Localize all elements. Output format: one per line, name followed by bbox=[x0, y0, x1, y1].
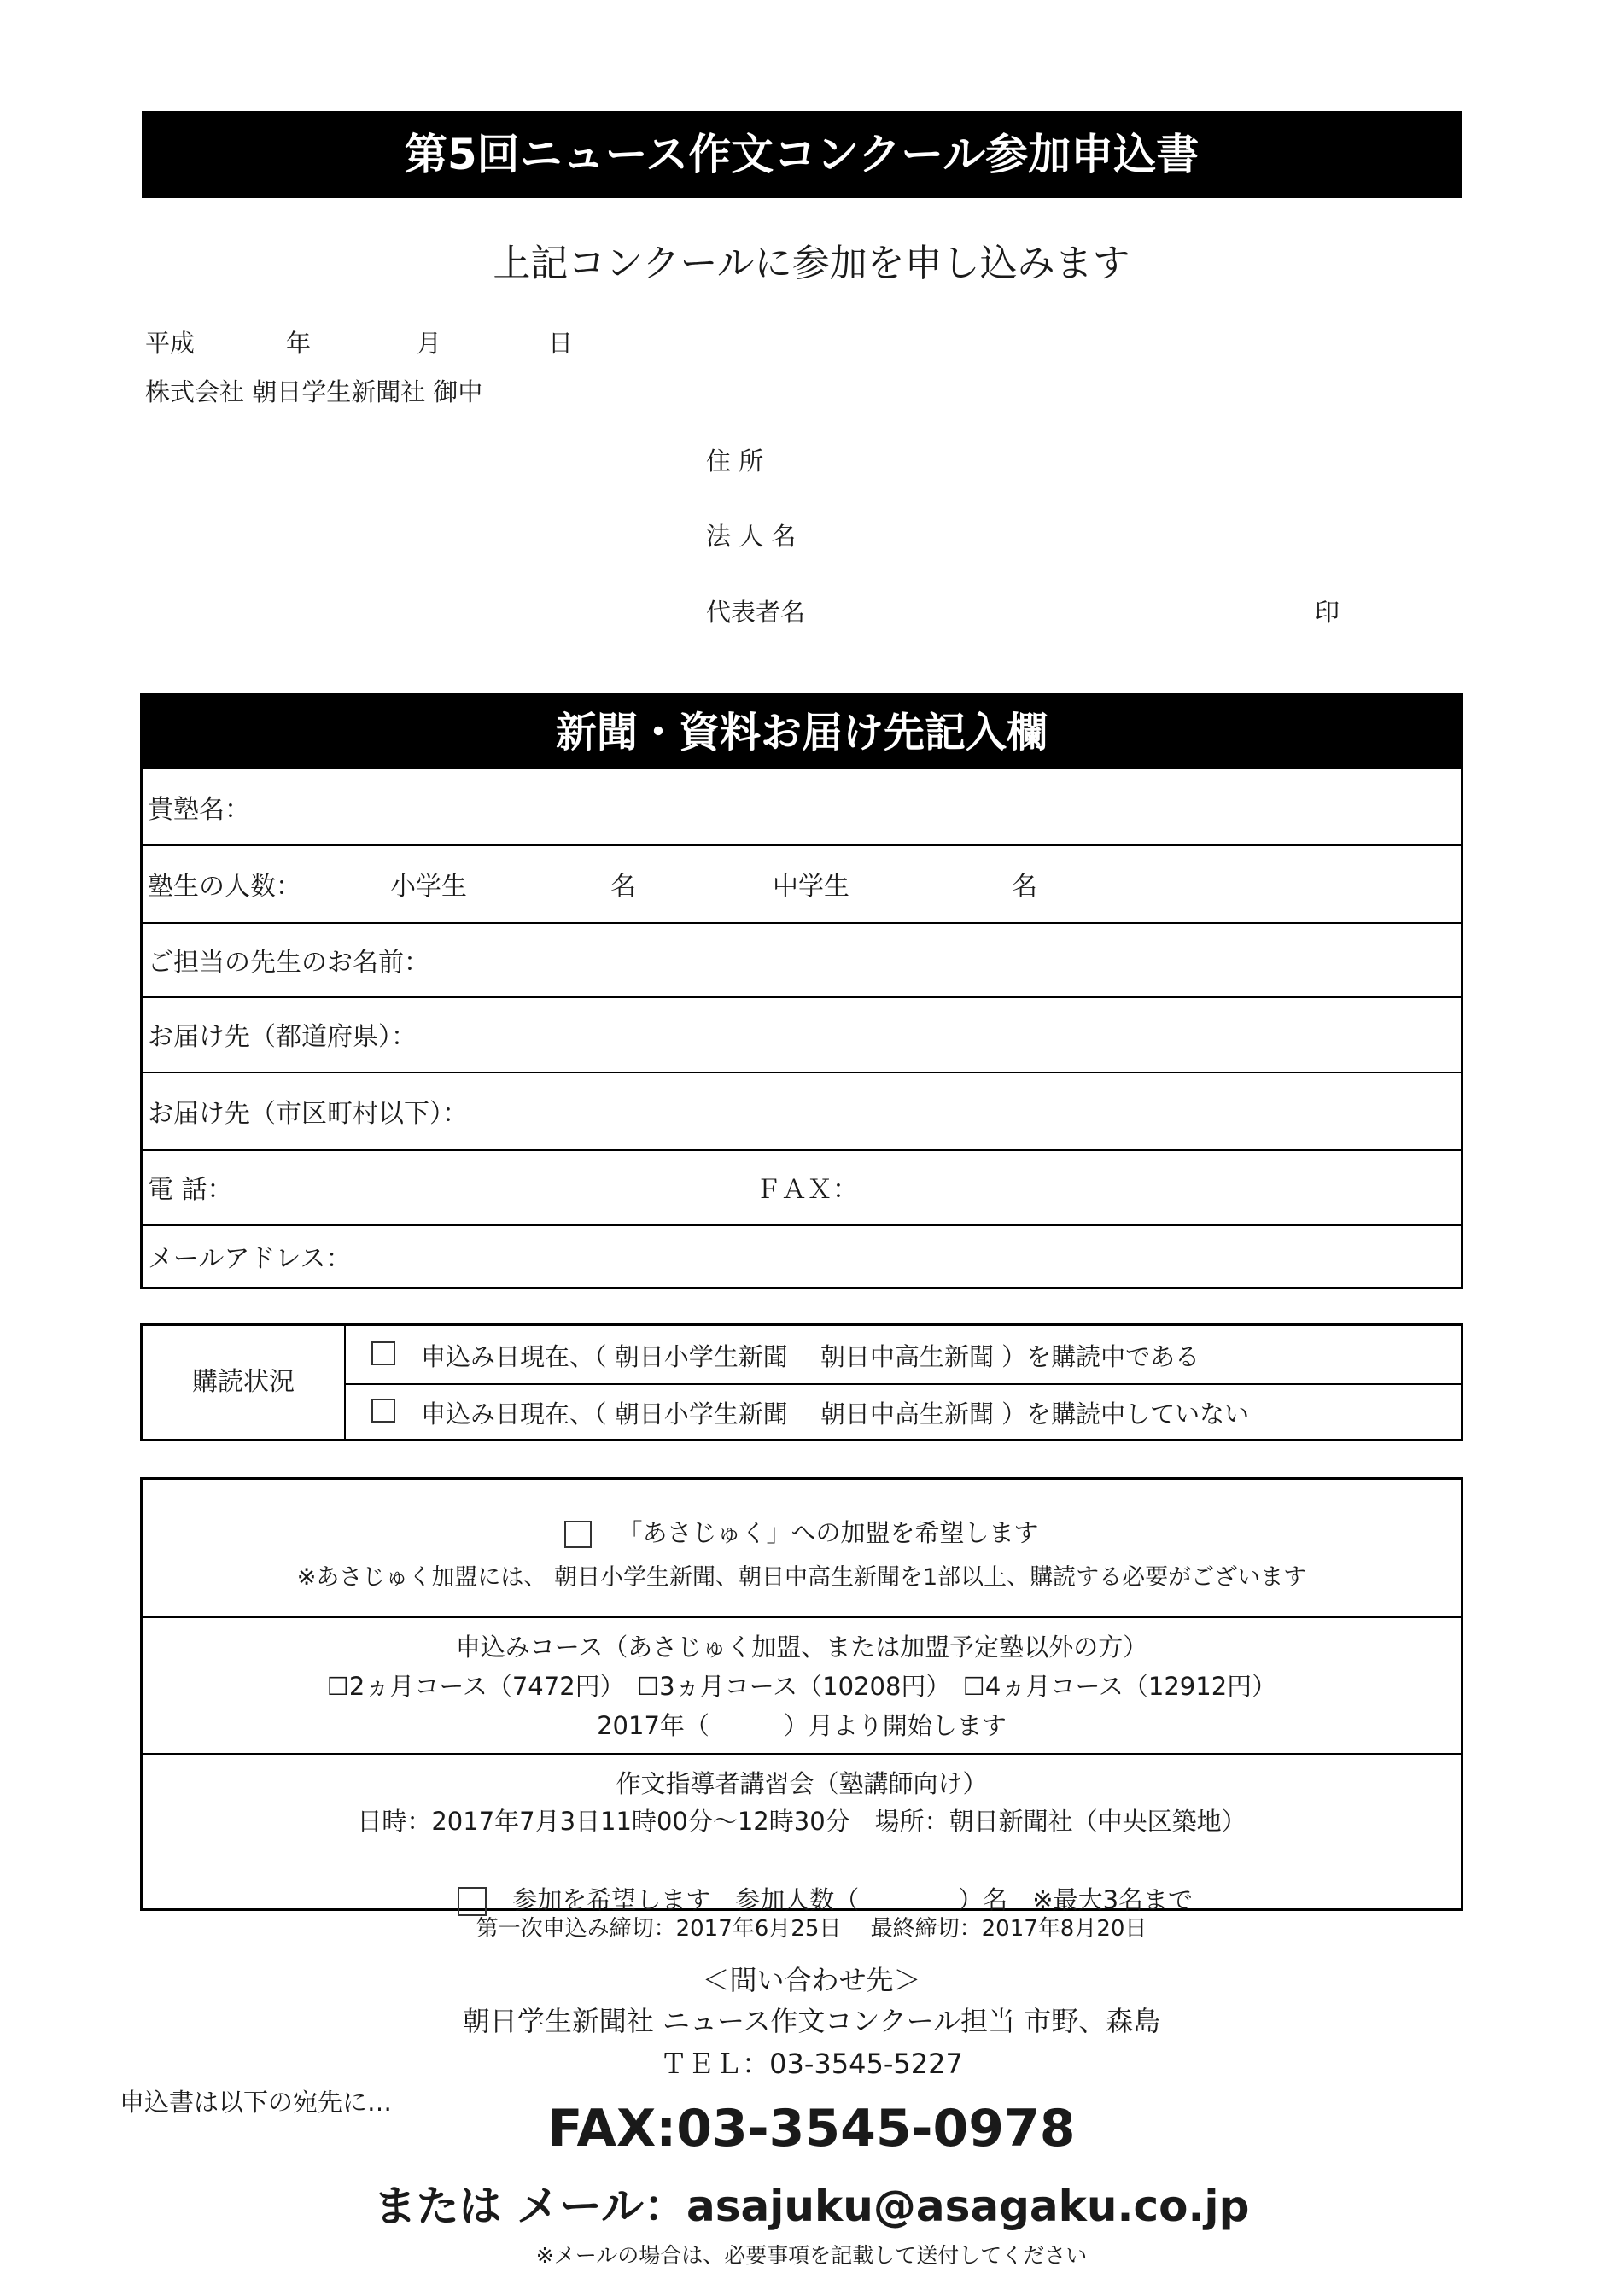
school-name-label: 貴塾名： bbox=[148, 795, 250, 825]
city-row[interactable] bbox=[143, 1072, 1461, 1151]
address-label: 住 所 bbox=[706, 447, 764, 476]
date-day: 日 bbox=[548, 329, 574, 358]
delivery-box bbox=[140, 693, 1463, 1289]
phone-label: 電 話： bbox=[148, 1175, 233, 1205]
city-label: お届け先（市区町村以下）： bbox=[148, 1098, 468, 1129]
phone-row[interactable] bbox=[143, 1149, 1461, 1226]
representative-label: 代表者名 bbox=[706, 598, 806, 627]
seminar-title: 作文指導者講習会（塾講師向け） bbox=[616, 1769, 988, 1798]
deadline: 第一次申込み締切：2017年6月25日 最終締切：2017年8月20日 bbox=[476, 1916, 1147, 1942]
join-label: 「あさじゅく」への加盟を希望します bbox=[617, 1518, 1039, 1547]
email-address[interactable]: または メール：asajuku@asagaku.co.jp bbox=[373, 2182, 1250, 2231]
seminar-datetime: 日時：2017年7月3日11時00分～12時30分 場所：朝日新聞社（中央区築地） bbox=[357, 1807, 1246, 1836]
form-title: 第5回ニュース作文コンクール参加申込書 bbox=[142, 111, 1462, 198]
teacher-name-row[interactable] bbox=[143, 922, 1461, 998]
options-box bbox=[140, 1477, 1463, 1914]
school-name-row[interactable] bbox=[143, 769, 1461, 846]
contact-org: 朝日学生新聞社 ニュース作文コンクール担当 市野、森島 bbox=[462, 2005, 1161, 2037]
seminar-join-label: 参加を希望します 参加人数（ ）名 ※最大3名まで bbox=[512, 1885, 1194, 1914]
checkbox-subscribing[interactable] bbox=[371, 1341, 395, 1365]
subscription-option-1-label: 申込み日現在、（ 朝日小学生新聞 朝日中高生新聞 ）を購読中である bbox=[421, 1342, 1200, 1371]
delivery-header: 新聞・資料お届け先記入欄 bbox=[143, 696, 1461, 769]
contact-heading: ＜問い合わせ先＞ bbox=[702, 1964, 921, 1996]
subscription-label: 購読状況 bbox=[143, 1326, 346, 1439]
corp-name-label: 法 人 名 bbox=[706, 522, 797, 551]
join-line[interactable] bbox=[143, 1514, 1461, 1549]
elementary-label: 小学生 bbox=[390, 871, 467, 902]
elementary-unit: 名 bbox=[610, 871, 636, 902]
checkbox-join[interactable] bbox=[564, 1521, 592, 1548]
fax-label: ＦＡＸ： bbox=[756, 1175, 858, 1205]
subscription-option-1[interactable] bbox=[346, 1326, 1461, 1385]
student-count-row[interactable] bbox=[143, 844, 1461, 924]
course-start: 2017年（ ）月より開始します bbox=[597, 1711, 1007, 1740]
contact-tel: ＴＥＬ：03-3545-5227 bbox=[660, 2048, 963, 2080]
subscription-box bbox=[140, 1323, 1463, 1441]
submit-to: 申込書は以下の宛先に… bbox=[120, 2088, 393, 2117]
subscription-option-2-label: 申込み日現在、（ 朝日小学生新聞 朝日中高生新聞 ）を購読中していない bbox=[421, 1399, 1250, 1428]
checkbox-not-subscribing[interactable] bbox=[371, 1399, 395, 1423]
email-row[interactable] bbox=[143, 1224, 1461, 1287]
middle-label: 中学生 bbox=[773, 871, 849, 902]
seminar-section bbox=[143, 1753, 1461, 1914]
date-year: 年 bbox=[286, 329, 312, 358]
fax-number: FAX:03-3545-0978 bbox=[547, 2099, 1076, 2159]
teacher-name-label: ご担当の先生のお名前： bbox=[148, 947, 429, 978]
addressee: 株式会社 朝日学生新聞社 御中 bbox=[145, 377, 483, 406]
seal-mark: 印 bbox=[1315, 598, 1340, 627]
course-title: 申込みコース（あさじゅく加盟、または加盟予定塾以外の方） bbox=[455, 1633, 1148, 1662]
student-count-label: 塾生の人数： bbox=[148, 871, 301, 902]
email-label: メールアドレス： bbox=[148, 1243, 352, 1274]
email-note: ※メールの場合は、必要事項を記載して送付してください bbox=[535, 2243, 1088, 2268]
subscription-option-2[interactable] bbox=[346, 1383, 1461, 1439]
date-month: 月 bbox=[417, 329, 442, 358]
prefecture-row[interactable] bbox=[143, 996, 1461, 1073]
date-era: 平成 bbox=[145, 329, 196, 358]
course-section bbox=[143, 1616, 1461, 1755]
course-options[interactable]: ☐2ヵ月コース（7472円） ☐3ヵ月コース（10208円） ☐4ヵ月コース（12912円） bbox=[326, 1672, 1277, 1701]
form-subtitle: 上記コンクールに参加を申し込みます bbox=[493, 242, 1130, 285]
join-section bbox=[143, 1480, 1461, 1618]
join-note: ※あさじゅく加盟には、 朝日小学生新聞、朝日中高生新聞を1部以上、購読する必要がございます bbox=[296, 1564, 1307, 1591]
prefecture-label: お届け先（都道府県）： bbox=[148, 1022, 417, 1052]
middle-unit: 名 bbox=[1012, 871, 1037, 902]
